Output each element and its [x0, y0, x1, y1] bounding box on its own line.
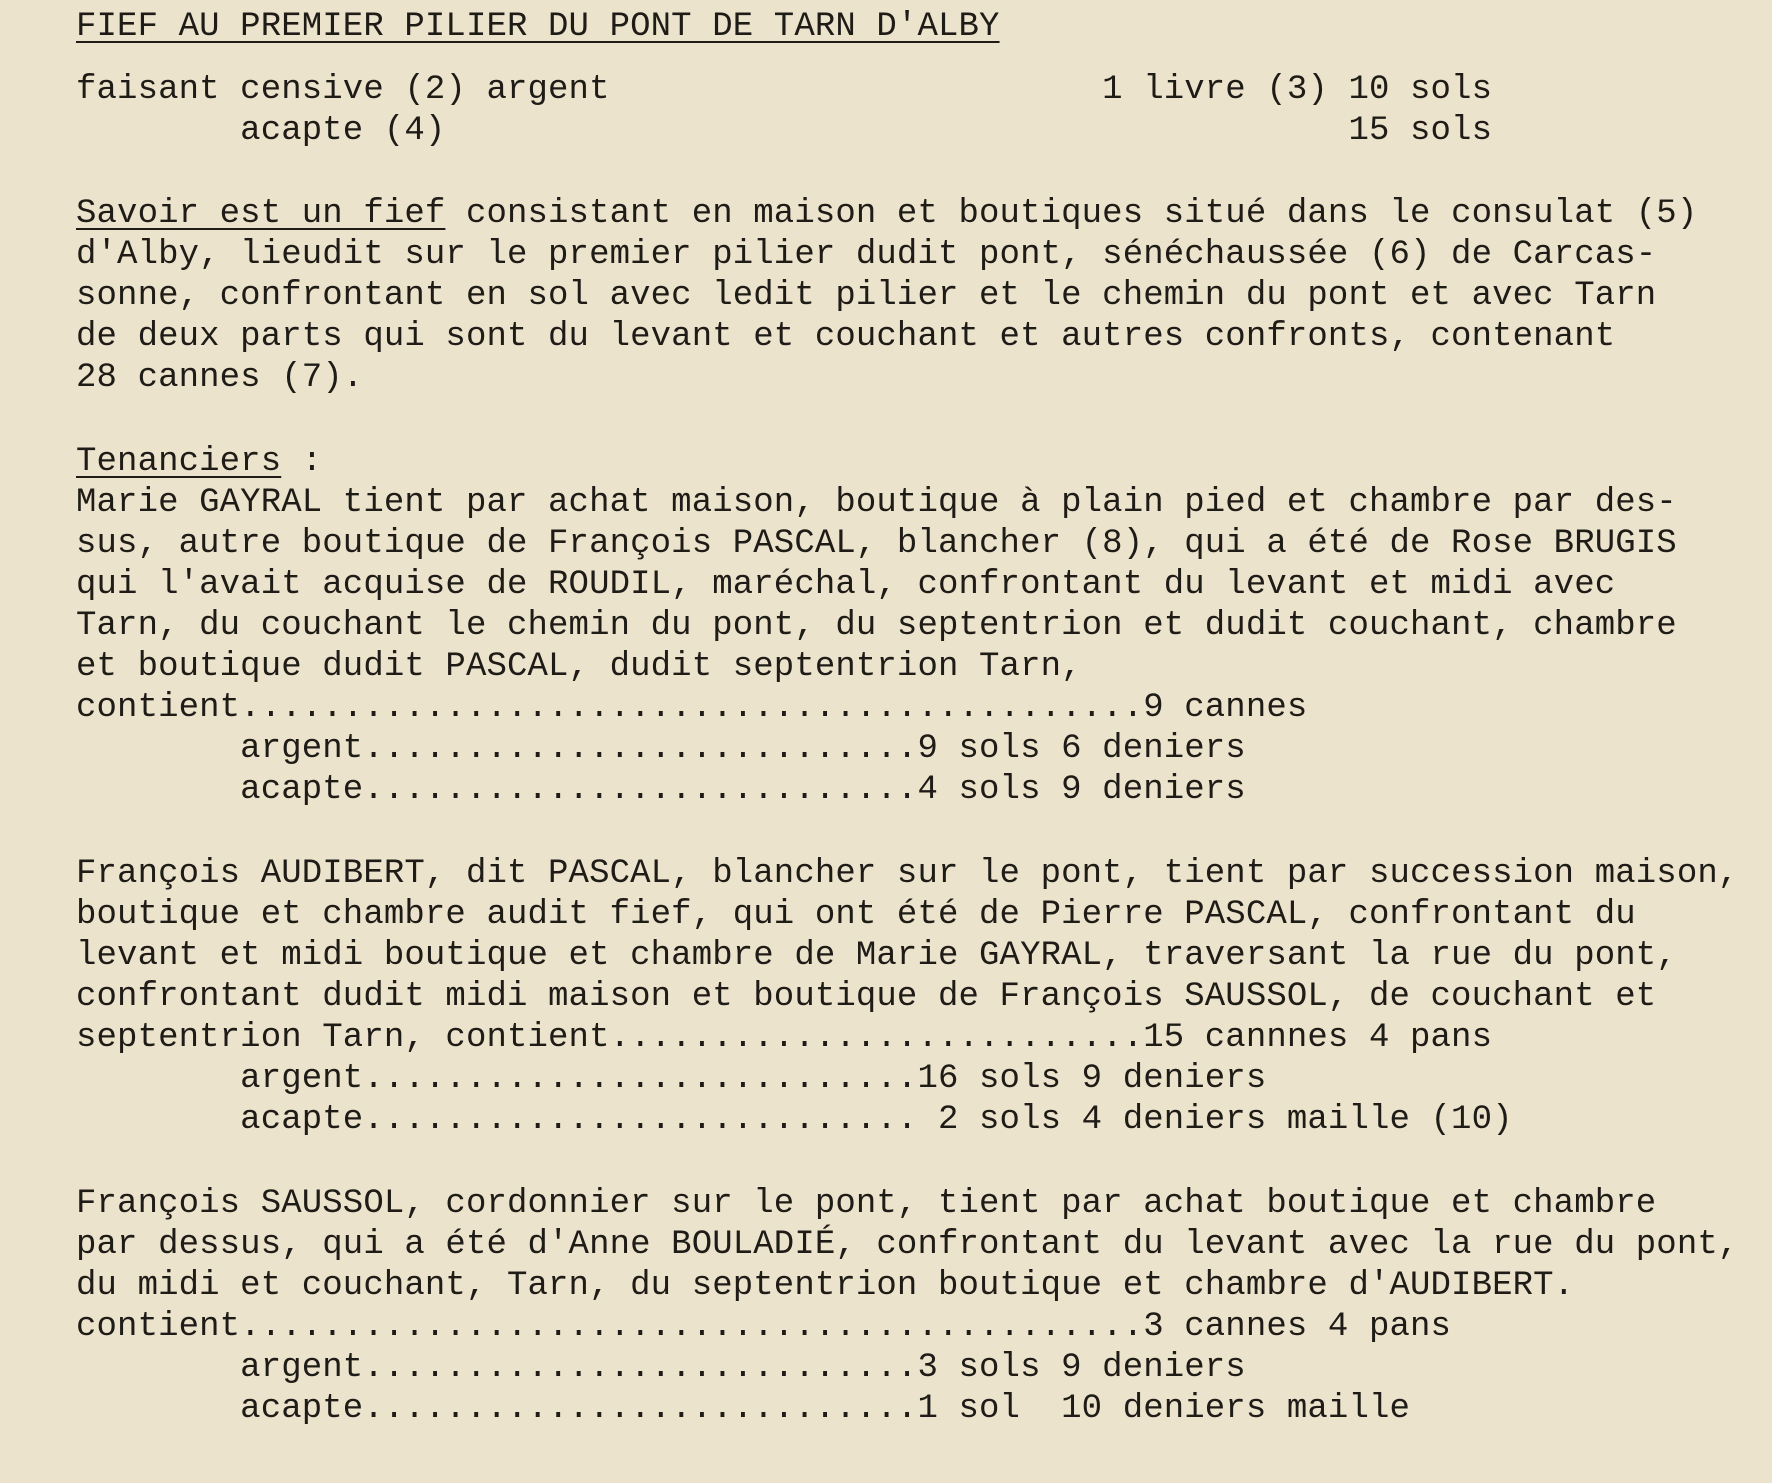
intro-line-5: 28 cannes (7). — [76, 359, 364, 397]
tenant1-line-5: et boutique dudit PASCAL, dudit septentrion Tarn, — [76, 648, 1082, 686]
tenant3-line-1: François SAUSSOL, cordonnier sur le pont, tient par achat boutique et chambre — [76, 1185, 1657, 1223]
intro-line-2: d'Alby, lieudit sur le premier pilier dudit pont, sénéchaussée (6) de Carcas- — [76, 236, 1657, 274]
document-title: FIEF AU PREMIER PILIER DU PONT DE TARN D'ALBY — [76, 8, 1000, 46]
tenant2-line-3: levant et midi boutique et chambre de Marie GAYRAL, traversant la rue du pont, — [76, 937, 1677, 975]
tenant3-line-3: du midi et couchant, Tarn, du septentrion boutique et chambre d'AUDIBERT. — [76, 1267, 1575, 1305]
dues-line-2: acapte (4) 15 sols — [76, 112, 1493, 150]
intro-lead: Savoir est un fief — [76, 195, 446, 233]
tenant2-line-4: confrontant dudit midi maison et boutique de François SAUSSOL, de couchant et — [76, 978, 1657, 1016]
tenant1-line-2: sus, autre boutique de François PASCAL, blancher (8), qui a été de Rose BRUGIS — [76, 525, 1677, 563]
tenant2-argent: argent...........................16 sols 9 deniers — [76, 1060, 1267, 1098]
dues-line-1: faisant censive (2) argent 1 livre (3) 10 sols — [76, 71, 1493, 109]
tenants-heading-label: Tenanciers — [76, 443, 282, 481]
intro-line-1-rest: consistant en maison et boutiques situé dans le consulat (5) — [445, 195, 1698, 233]
tenant3-contient: contient............................................3 cannes 4 pans — [76, 1308, 1452, 1346]
tenant2-acapte: acapte........................... 2 sols 4 deniers maille (10) — [76, 1101, 1513, 1139]
tenant3-line-2: par dessus, qui a été d'Anne BOULADIÉ, confrontant du levant avec la rue du pont, — [76, 1226, 1739, 1264]
tenant1-acapte: acapte...........................4 sols 9 deniers — [76, 771, 1246, 809]
tenant1-line-3: qui l'avait acquise de ROUDIL, maréchal, confrontant du levant et midi avec — [76, 566, 1616, 604]
tenant3-acapte: acapte...........................1 sol 10 deniers maille — [76, 1390, 1411, 1428]
tenant3-argent: argent...........................3 sols 9 deniers — [76, 1349, 1246, 1387]
tenant1-contient: contient............................................9 cannes — [76, 689, 1308, 727]
tenant2-line-2: boutique et chambre audit fief, qui ont été de Pierre PASCAL, confrontant du — [76, 896, 1636, 934]
tenants-heading — [76, 442, 322, 483]
tenant1-line-4: Tarn, du couchant le chemin du pont, du septentrion et dudit couchant, chambre — [76, 607, 1677, 645]
tenant1-line-1: Marie GAYRAL tient par achat maison, boutique à plain pied et chambre par des- — [76, 484, 1677, 522]
tenant1-argent: argent...........................9 sols 6 deniers — [76, 730, 1246, 768]
tenants-heading-colon: : — [281, 443, 323, 481]
intro-line-1 — [76, 194, 1697, 235]
tenant2-line-1: François AUDIBERT, dit PASCAL, blancher sur le pont, tient par succession maison, — [76, 855, 1739, 893]
intro-line-4: de deux parts qui sont du levant et couchant et autres confronts, contenant — [76, 318, 1616, 356]
intro-line-3: sonne, confrontant en sol avec ledit pilier et le chemin du pont et avec Tarn — [76, 277, 1657, 315]
tenant2-contient: septentrion Tarn, contient..........................15 cannnes 4 pans — [76, 1019, 1493, 1057]
